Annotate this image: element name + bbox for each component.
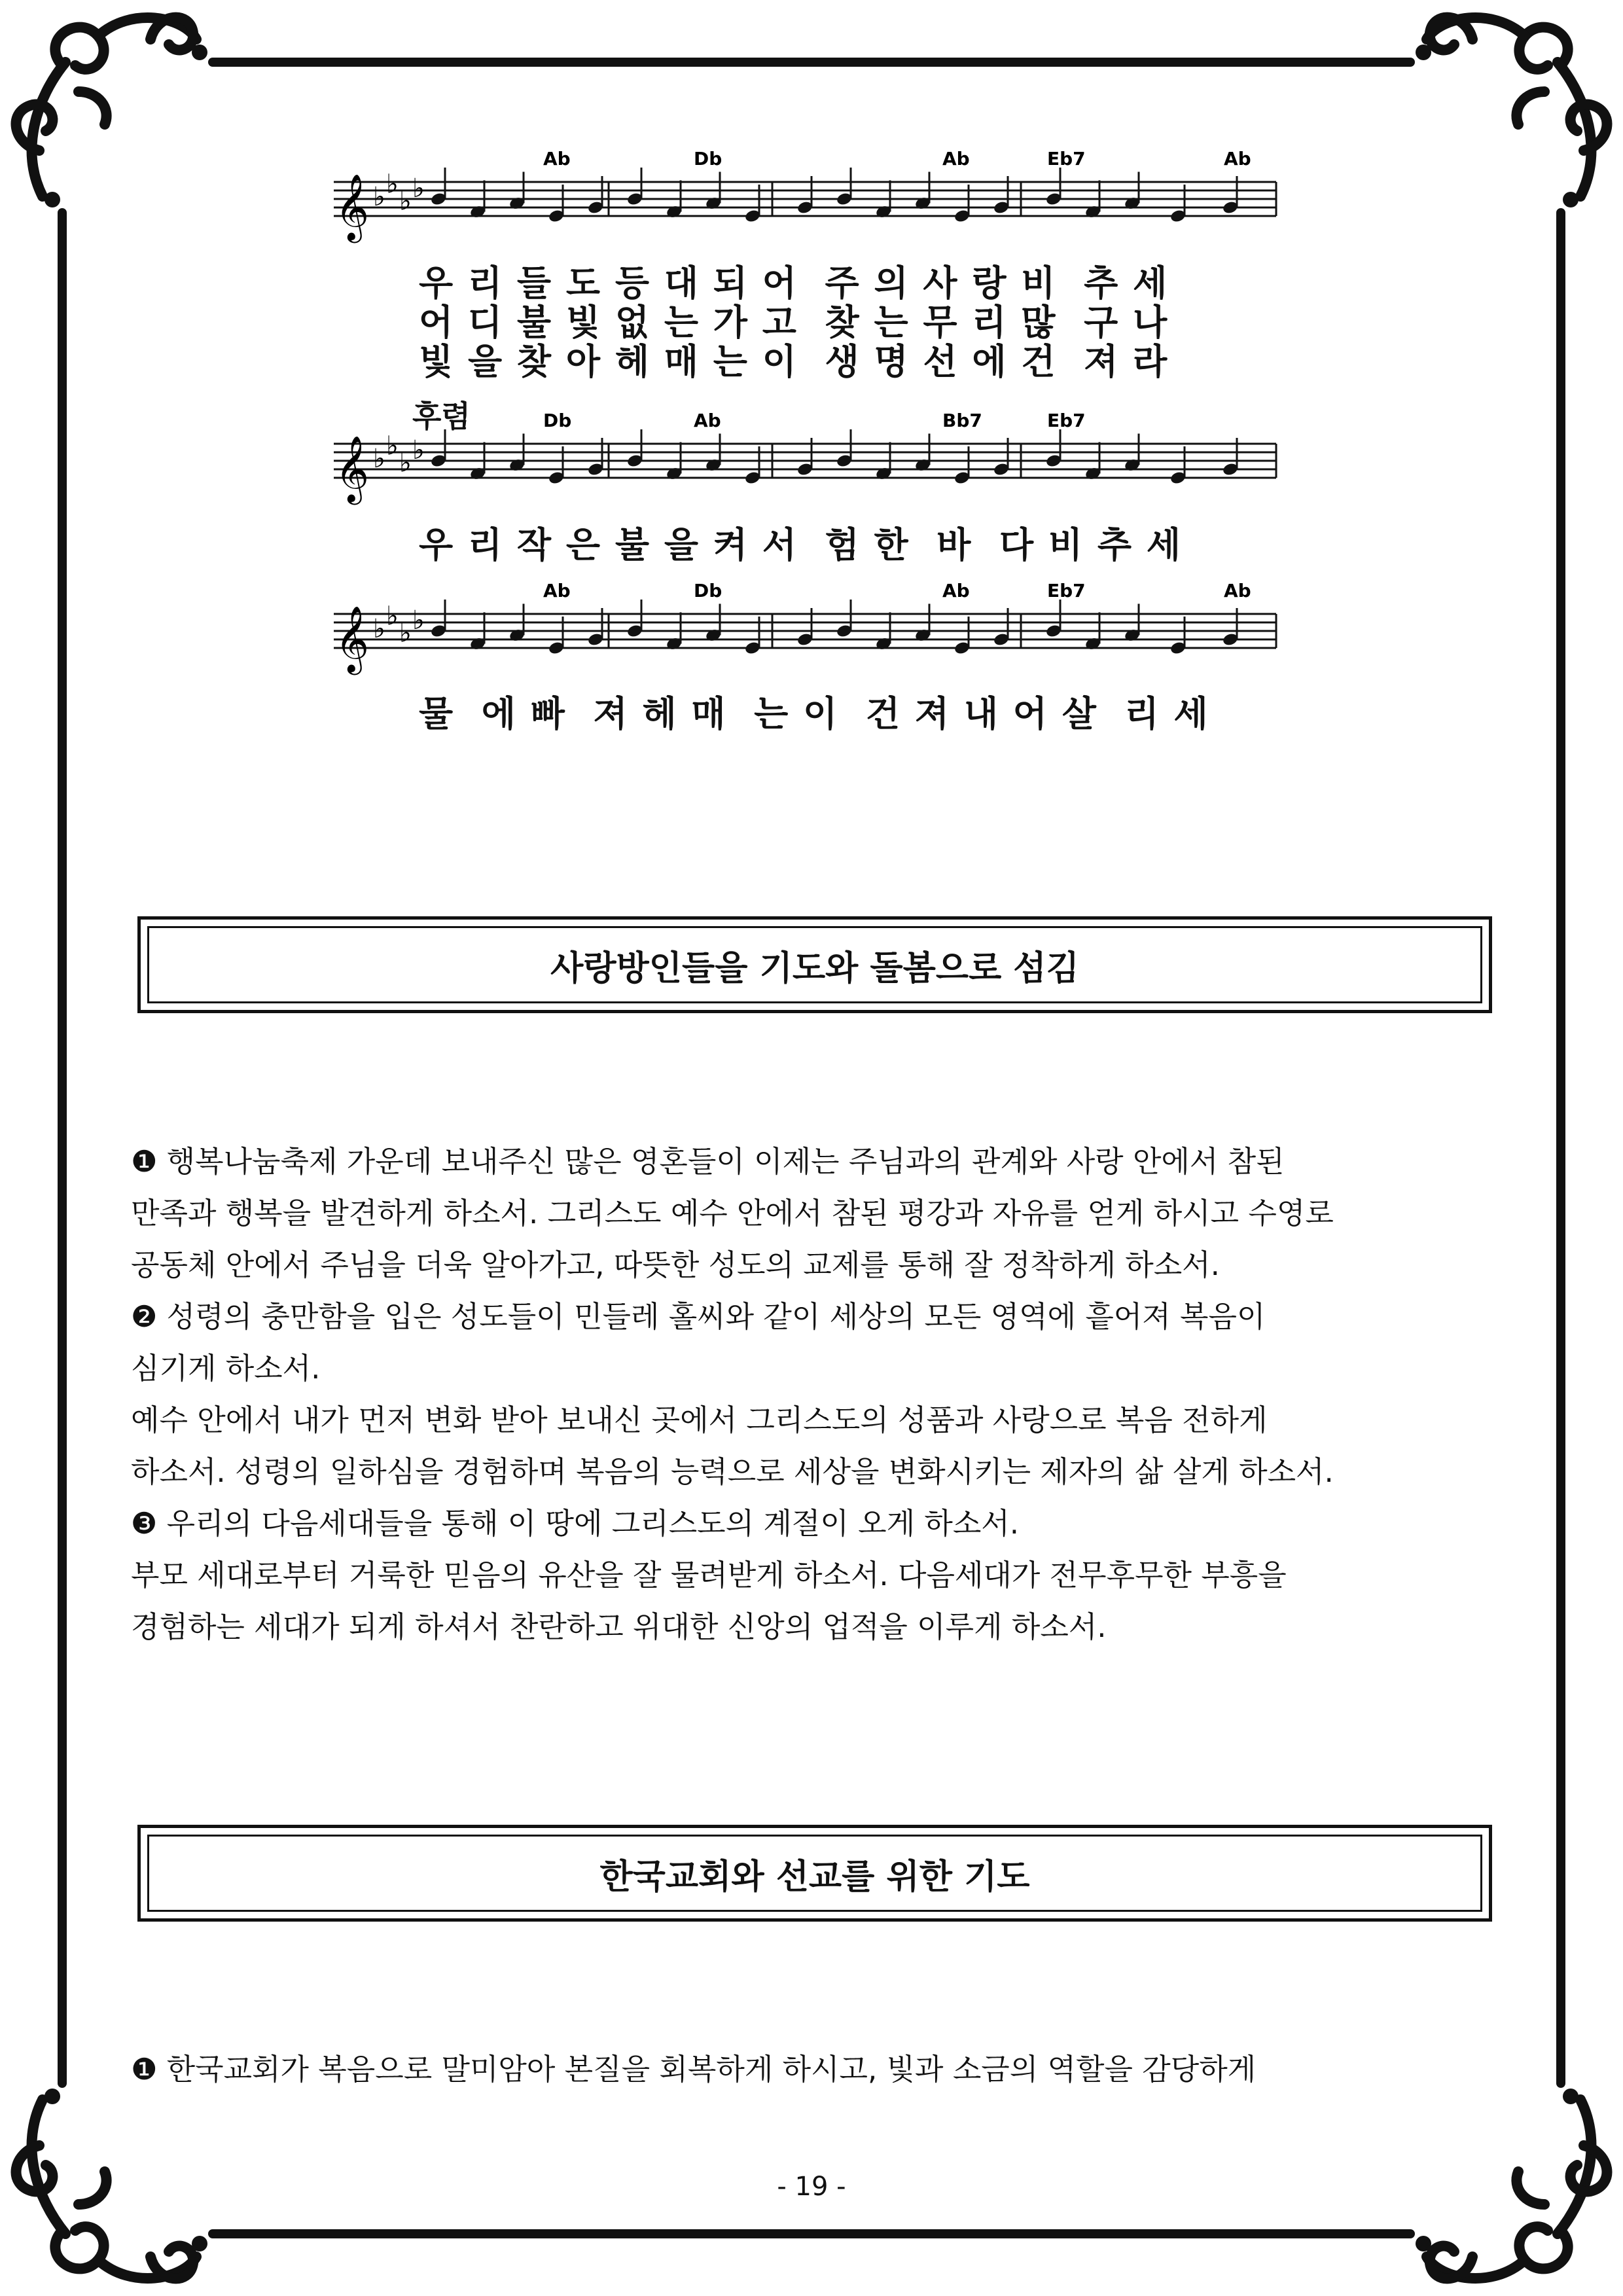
prayer-line: 하소서. 성령의 일하심을 경험하며 복음의 능력으로 세상을 변화시키는 제자의 삶 살게 하소서. <box>131 1454 1334 1489</box>
flat-sign-icon: ♭ <box>399 186 412 217</box>
chord-symbol: Eb7 <box>1047 412 1086 431</box>
prayer-line: ❶ 한국교회가 복음으로 말미암아 본질을 회복하게 하시고, 빛과 소금의 역할을 감당하게 <box>131 2052 1257 2087</box>
chord-symbol: Eb7 <box>1047 583 1086 601</box>
chord-symbol: Ab <box>694 412 721 431</box>
score-system-1 <box>327 151 1296 393</box>
flat-sign-icon: ♭ <box>412 605 425 636</box>
section-title-box-1 <box>137 916 1492 1013</box>
prayer-line: 부모 세대로부터 거룩한 믿음의 유산을 잘 물려받게 하소서. 다음세대가 전무후무한 부흥을 <box>131 1558 1287 1592</box>
chord-symbol: Eb7 <box>1047 151 1086 170</box>
chord-symbol: Ab <box>1224 583 1251 601</box>
chord-symbol: Db <box>694 583 722 601</box>
chord-symbol: Ab <box>543 151 571 170</box>
section-title-box-2 <box>137 1825 1492 1922</box>
treble-clef-icon: 𝄞 <box>335 605 370 672</box>
chord-symbol: Ab <box>1224 151 1251 170</box>
flat-sign-icon: ♭ <box>373 182 385 212</box>
flat-sign-icon: ♭ <box>399 618 412 649</box>
section-title: 한국교회와 선교를 위한 기도 <box>599 1857 1030 1897</box>
prayer-line: 공동체 안에서 주님을 더욱 알아가고, 따뜻한 성도의 교제를 통해 잘 정착하게 하소서. <box>131 1247 1220 1282</box>
lyric-line: 어 디 불 빛 없 는 가 고 찾 는 무 리 많 구 나 <box>419 302 1169 343</box>
flat-sign-icon: ♭ <box>373 614 385 644</box>
music-staff-1 <box>327 151 1296 262</box>
lyric-line: 물 에 빠 져 헤 매 는 이 건 져 내 어 살 리 세 <box>419 693 1209 734</box>
flat-sign-icon: ♭ <box>399 448 412 478</box>
chord-symbol: Ab <box>543 583 571 601</box>
chord-symbol: Db <box>694 151 722 170</box>
flat-sign-icon: ♭ <box>412 435 425 465</box>
lyric-line: 빛 을 찾 아 헤 매 는 이 생 명 선 에 건 져 라 <box>419 341 1169 382</box>
chord-symbol: Bb7 <box>942 412 982 431</box>
refrain-label: 후렴 <box>412 399 471 434</box>
flat-sign-icon: ♭ <box>412 173 425 204</box>
prayer-list-1 <box>131 1136 1492 1653</box>
prayer-line: 경험하는 세대가 되게 하셔서 찬란하고 위대한 신앙의 업적을 이루게 하소서. <box>131 1609 1107 1644</box>
flat-sign-icon: ♭ <box>386 601 399 632</box>
chord-symbol: Ab <box>942 151 970 170</box>
corner-ornament-top-right <box>1407 0 1623 216</box>
section-title-inner-frame <box>147 1835 1482 1912</box>
treble-clef-icon: 𝄞 <box>335 173 370 240</box>
prayer-line: ❸ 우리의 다음세대들을 통해 이 땅에 그리스도의 계절이 오게 하소서. <box>131 1506 1020 1541</box>
score-system-2 <box>327 393 1296 583</box>
prayer-line: 예수 안에서 내가 먼저 변화 받아 보내신 곳에서 그리스도의 성품과 사랑으로 복음 전하게 <box>131 1403 1268 1437</box>
music-staff-3 <box>327 583 1296 694</box>
flat-sign-icon: ♭ <box>386 169 399 200</box>
treble-clef-icon: 𝄞 <box>335 435 370 502</box>
section-title: 사랑방인들을 기도와 돌봄으로 섬김 <box>550 948 1079 988</box>
lyric-line: 우 리 작 은 불 을 켜 서 험 한 바 다 비 추 세 <box>419 524 1183 565</box>
prayer-line: 만족과 행복을 발견하게 하소서. 그리스도 예수 안에서 참된 평강과 자유를 얻게 하시고 수영로 <box>131 1196 1334 1230</box>
flat-sign-icon: ♭ <box>373 444 385 474</box>
flat-sign-icon: ♭ <box>386 431 399 461</box>
lyric-line: 우 리 들 도 등 대 되 어 주 의 사 랑 비 추 세 <box>419 262 1169 304</box>
chord-symbol: Ab <box>942 583 970 601</box>
chord-symbol: Db <box>543 412 572 431</box>
section-title-inner-frame <box>147 926 1482 1003</box>
corner-ornament-top-left <box>0 0 216 216</box>
prayer-line: ❷ 성령의 충만함을 입은 성도들이 민들레 홀씨와 같이 세상의 모든 영역에 흩어져 복음이 <box>131 1299 1266 1334</box>
score-system-3 <box>327 583 1296 740</box>
prayer-line: ❶ 행복나눔축제 가운데 보내주신 많은 영혼들이 이제는 주님과의 관계와 사랑 안에서 참된 <box>131 1144 1285 1179</box>
page-number: - 19 - <box>777 2172 846 2202</box>
prayer-list-2 <box>131 2043 1492 2095</box>
prayer-line: 심기게 하소서. <box>131 1351 321 1386</box>
